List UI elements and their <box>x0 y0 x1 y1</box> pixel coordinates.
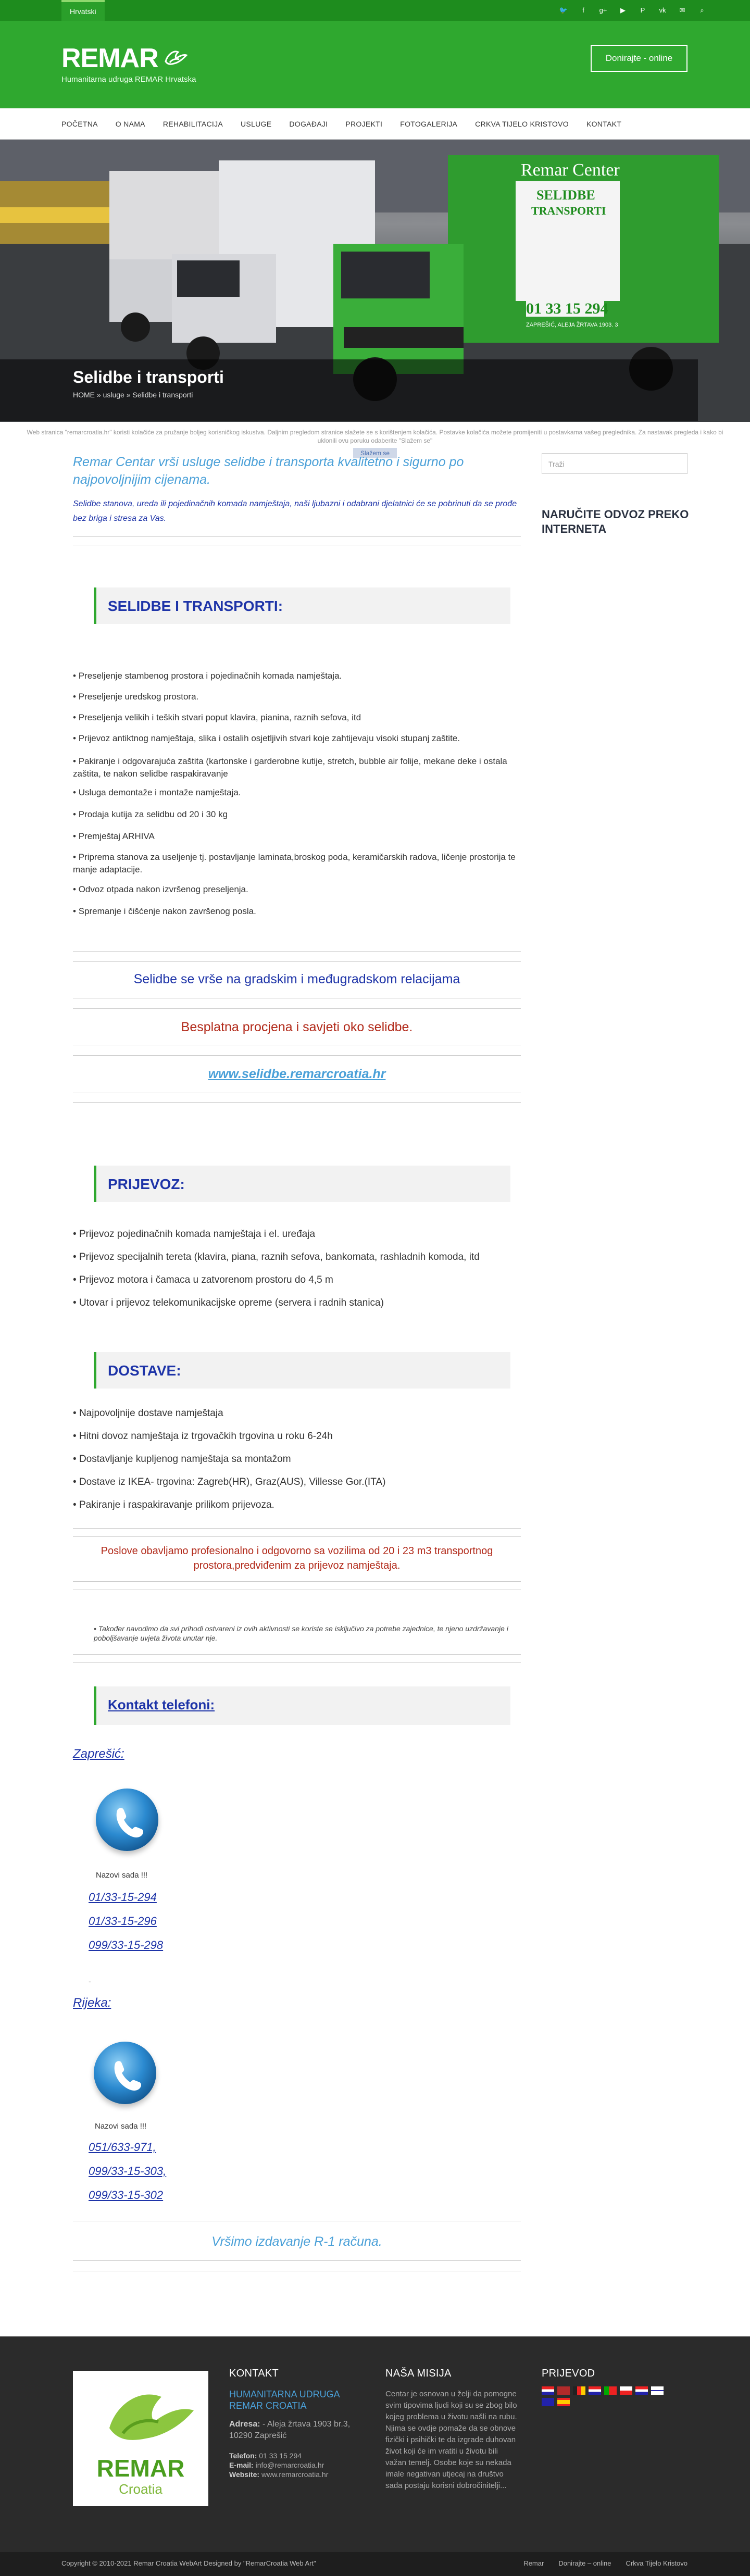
list-item: • Prodaja kutija za selidbu od 20 i 30 kg <box>73 809 228 819</box>
list-item: • Prijevoz antiktnog namještaja, slika i ostalih osjetljivih stvari koje zahtijevaju visoki stupanj zaštite. <box>73 733 460 743</box>
separator-dash: - <box>89 1977 91 1985</box>
nav-item-rehabilitacija[interactable]: REHABILITACIJA <box>162 120 223 128</box>
selidbe-website-link[interactable]: www.selidbe.remarcroatia.hr <box>208 1067 386 1081</box>
divider <box>73 961 521 962</box>
breadcrumb: HOME » usluge » Selidbe i transporti <box>73 391 193 399</box>
divider <box>73 1055 521 1056</box>
footer-logo[interactable] <box>73 2371 208 2506</box>
dove-icon <box>73 2371 208 2454</box>
nav-item-usluge[interactable]: USLUGE <box>241 120 272 128</box>
section-title: PRIJEVOZ: <box>108 1176 185 1192</box>
footer-email[interactable]: E-mail: info@remarcroatia.hr <box>229 2461 324 2469</box>
nav-item-crkva[interactable]: CRKVA TIJELO KRISTOVO <box>475 120 569 128</box>
truck-label-selidbe: SELIDBE <box>536 187 595 203</box>
section-header-prijevoz <box>94 1166 510 1202</box>
truck-label-address: ZAPREŠIĆ, ALEJA ŽRTAVA 1903. 3 <box>526 322 618 328</box>
list-item: • Hitni dovoz namještaja iz trgovačkih trgovina u roku 6-24h <box>73 1431 333 1442</box>
site-footer <box>0 2336 750 2576</box>
section-title: SELIDBE I TRANSPORTI: <box>108 598 283 614</box>
flag-icon[interactable] <box>589 2386 601 2395</box>
nav-item-pocetna[interactable]: POČETNA <box>61 120 98 128</box>
list-item: • Prijevoz pojedinačnih komada namještaja i el. uređaja <box>73 1229 316 1240</box>
list-item: • Pakiranje i raspakiravanje prilikom prijevoza. <box>73 1499 274 1510</box>
dove-icon <box>162 47 188 70</box>
footer-logo-text: REMAR <box>96 2455 185 2482</box>
list-item: • Priprema stanova za useljenje tj. postavljanje laminata,broskog poda, keramičarskih radova, ličenje prostorija te manje adaptacije. <box>73 852 516 874</box>
section-title[interactable]: Kontakt telefoni: <box>108 1697 215 1712</box>
truck-label-center: Remar Center <box>521 160 620 180</box>
phone-link[interactable]: 01/33-15-296 <box>89 1915 157 1928</box>
divider <box>73 1654 521 1655</box>
nav-item-o-nama[interactable]: O NAMA <box>115 120 145 128</box>
handset-icon <box>94 2042 156 2104</box>
google-plus-icon[interactable]: g+ <box>599 6 607 14</box>
divider <box>73 1102 521 1103</box>
divider <box>73 1528 521 1529</box>
pinterest-icon[interactable]: P <box>640 6 645 14</box>
language-flags <box>542 2386 667 2406</box>
truck-label-phone: 01 33 15 294 <box>526 300 608 317</box>
copyright: Copyright © 2010-2021 Remar Croatia WebArt Designed by "RemarCroatia Web Art" <box>61 2559 316 2567</box>
list-item: • Preseljenje stambenog prostora i pojedinačnih komada namještaja. <box>73 671 342 681</box>
footer-link-crkva[interactable]: Crkva Tijelo Kristovo <box>626 2559 688 2567</box>
gradski-text: Selidbe se vrše na gradskim i međugradskom relacijama <box>133 972 460 986</box>
flag-icon[interactable] <box>651 2386 664 2395</box>
section-header-dostave <box>94 1352 510 1389</box>
list-item: • Preseljenja velikih i teških stvari poput klavira, pianina, raznih sefova, itd <box>73 712 361 722</box>
main-nav <box>0 108 750 140</box>
list-item: • Pakiranje i odgovarajuća zaštita (kartonske i garderobne kutije, stretch, bubble air folije, mekane deke i ostala zaštita, te nakon selidbe raspakiravanje <box>73 756 507 779</box>
rijeka-heading[interactable]: Rijeka: <box>73 1996 111 2010</box>
intro-subtext: Selidbe stanova, ureda ili pojedinačnih komada namještaja, naši ljubazni i odabrani djelatnici će se pobrinuti da se prođe bez briga i stresa za Vas. <box>73 499 517 523</box>
flag-icon[interactable] <box>573 2386 585 2395</box>
top-bar <box>0 0 750 21</box>
call-now-label: Nazovi sada !!! <box>95 2122 147 2131</box>
list-item: • Dostavljanje kupljenog namještaja sa montažom <box>73 1454 291 1465</box>
call-now-label: Nazovi sada !!! <box>96 1871 148 1880</box>
phone-link[interactable]: 099/33-15-303, <box>89 2165 167 2178</box>
footer-website[interactable]: Website: www.remarcroatia.hr <box>229 2470 329 2479</box>
divider <box>73 1581 521 1582</box>
cookie-text: Web stranica "remarcroatia.hr" koristi kolačiće za pružanje boljeg korisničkog iskustva. Daljnim pregledom stranice slažete se s korištenjem kolačića. Postavke kolačića možete promijeniti u postavkama vašeg preglednika. Za nastavak pregleda i kako bi uklonili ovu poruku odaberite "Slažem se" <box>27 429 723 444</box>
footer-misija-title: NAŠA MISIJA <box>385 2368 452 2379</box>
divider <box>73 536 521 537</box>
list-item: • Spremanje i čišćenje nakon završenog posla. <box>73 906 256 916</box>
language-tab[interactable]: Hrvatski <box>61 0 105 21</box>
phone-icon <box>94 2042 156 2104</box>
site-tagline: Humanitarna udruga REMAR Hrvatska <box>61 75 196 84</box>
footer-kontakt-title: KONTAKT <box>229 2368 279 2379</box>
phone-icon <box>96 1789 158 1851</box>
footer-phone: Telefon: 01 33 15 294 <box>229 2452 302 2460</box>
phone-link[interactable]: 051/633-971, <box>89 2141 156 2154</box>
nav-list <box>61 108 630 140</box>
list-item: • Najpovoljnije dostave namještaja <box>73 1408 223 1419</box>
phone-link[interactable]: 01/33-15-294 <box>89 1891 157 1904</box>
footer-link-remar[interactable]: Remar <box>523 2559 544 2567</box>
intro-lead: Remar Centar vrši usluge selidbe i transporta kvalitetno i sigurno po najpovoljnijim cijenama. <box>73 455 464 487</box>
sidebar <box>542 453 698 536</box>
site-header <box>0 21 750 108</box>
flag-icon[interactable] <box>635 2386 648 2395</box>
twitter-icon[interactable]: 🐦 <box>559 6 568 14</box>
flag-icon[interactable] <box>620 2386 632 2395</box>
footer-prijevod-title: PRIJEVOD <box>542 2368 595 2379</box>
sidebar-order-title[interactable]: NARUČITE ODVOZ PREKO INTERNETA <box>542 508 689 535</box>
truck-label-transporti: TRANSPORTI <box>531 204 606 217</box>
divider <box>73 1008 521 1009</box>
facebook-icon[interactable]: f <box>582 6 584 14</box>
flag-icon[interactable] <box>542 2398 554 2406</box>
phone-link[interactable]: 099/33-15-302 <box>89 2189 164 2202</box>
donate-button[interactable]: Donirajte - online <box>591 45 688 72</box>
list-item: • Odvoz otpada nakon izvršenog preseljenja. <box>73 884 248 894</box>
footer-misija-text: Centar je osnovan u želji da pomogne svim tipovima ljudi koji su se zbog bilo kojeg problema u životu našli na rubu. Njima se ovdje pomaže da se obnove fizički i psihički te da izgrade duhovan život koji će im vratiti u životu bili važan temelj. Osobe koje su nekada imale negativan utjecaj na društvo sada postaju korisni dobročinitelji... <box>385 2390 517 2490</box>
page-title: Selidbe i transporti <box>73 368 224 386</box>
flag-icon[interactable] <box>542 2386 554 2395</box>
search-icon[interactable]: ⌕ <box>700 6 704 14</box>
section-title: DOSTAVE: <box>108 1362 181 1379</box>
list-item: • Utovar i prijevoz telekomunikacijske opreme (servera i radnih stanica) <box>73 1297 384 1308</box>
social-icons <box>557 4 708 17</box>
footer-logo-sub: Croatia <box>119 2481 162 2497</box>
phone-link[interactable]: 099/33-15-298 <box>89 1939 164 1952</box>
list-item: • Dostave iz IKEA- trgovina: Zagreb(HR), Graz(AUS), Villesse Gor.(ITA) <box>73 1477 386 1487</box>
section-header-kontakt <box>94 1686 510 1725</box>
footer-links <box>523 2559 688 2567</box>
email-icon[interactable]: ✉ <box>679 6 685 14</box>
divider <box>73 1662 521 1663</box>
handset-icon <box>96 1789 158 1851</box>
procjena-text: Besplatna procjena i savjeti oko selidbe. <box>181 1020 413 1034</box>
donation-note: • Također navodimo da svi prihodi ostvareni iz ovih aktivnosti se koriste se isključivo za potrebe zajednice, te njeno uzdržavanje i poboljšavanje uvjeta života unutar nje. <box>94 1624 508 1642</box>
vk-icon[interactable]: vk <box>659 6 666 14</box>
list-item: • Usluga demontaže i montaže namještaja. <box>73 787 241 797</box>
flag-icon[interactable] <box>557 2386 570 2395</box>
footer-link-donirajte[interactable]: Donirajte – online <box>558 2559 611 2567</box>
footer-org-name: HUMANITARNA UDRUGA REMAR CROATIA <box>229 2389 340 2411</box>
nav-item-dogadaji[interactable]: DOGAĐAJI <box>289 120 328 128</box>
nav-item-projekti[interactable]: PROJEKTI <box>345 120 383 128</box>
list-item: • Prijevoz motora i čamaca u zatvorenom prostoru do 4,5 m <box>73 1274 333 1285</box>
nav-item-kontakt[interactable]: KONTAKT <box>586 120 622 128</box>
site-logo[interactable] <box>61 43 188 74</box>
list-item: • Prijevoz specijalnih tereta (klavira, piana, raznih sefova, bankomata, rashladnih komoda, itd <box>73 1252 480 1262</box>
footer-bottom-bar <box>0 2552 750 2576</box>
nav-item-fotogalerija[interactable]: FOTOGALERIJA <box>400 120 458 128</box>
divider <box>73 1536 521 1537</box>
flag-icon[interactable] <box>604 2386 617 2395</box>
r1-invoice-text: Vršimo izdavanje R-1 računa. <box>211 2234 382 2249</box>
list-item: • Premještaj ARHIVA <box>73 831 155 841</box>
divider <box>73 951 521 952</box>
section-header-selidbe <box>94 587 510 624</box>
sidebar-search-input[interactable]: Traži <box>542 453 688 474</box>
flag-icon[interactable] <box>557 2398 570 2406</box>
logo-text: REMAR <box>61 43 158 73</box>
list-item: • Preseljenje uredskog prostora. <box>73 692 199 702</box>
vehicles-text: Poslove obavljamo profesionalno i odgovorno sa vozilima od 20 i 23 m3 transportnog prostora,predviđenim za prijevoz namještaja. <box>101 1545 493 1571</box>
cookie-accept-button[interactable]: Slažem se <box>353 448 397 458</box>
zapresic-heading[interactable]: Zaprešić: <box>73 1747 124 1761</box>
divider <box>73 2260 521 2261</box>
footer-address: Adresa: - Aleja žrtava 1903 br.3, 10290 Zaprešić <box>229 2420 351 2440</box>
youtube-icon[interactable]: ▶ <box>620 6 626 14</box>
